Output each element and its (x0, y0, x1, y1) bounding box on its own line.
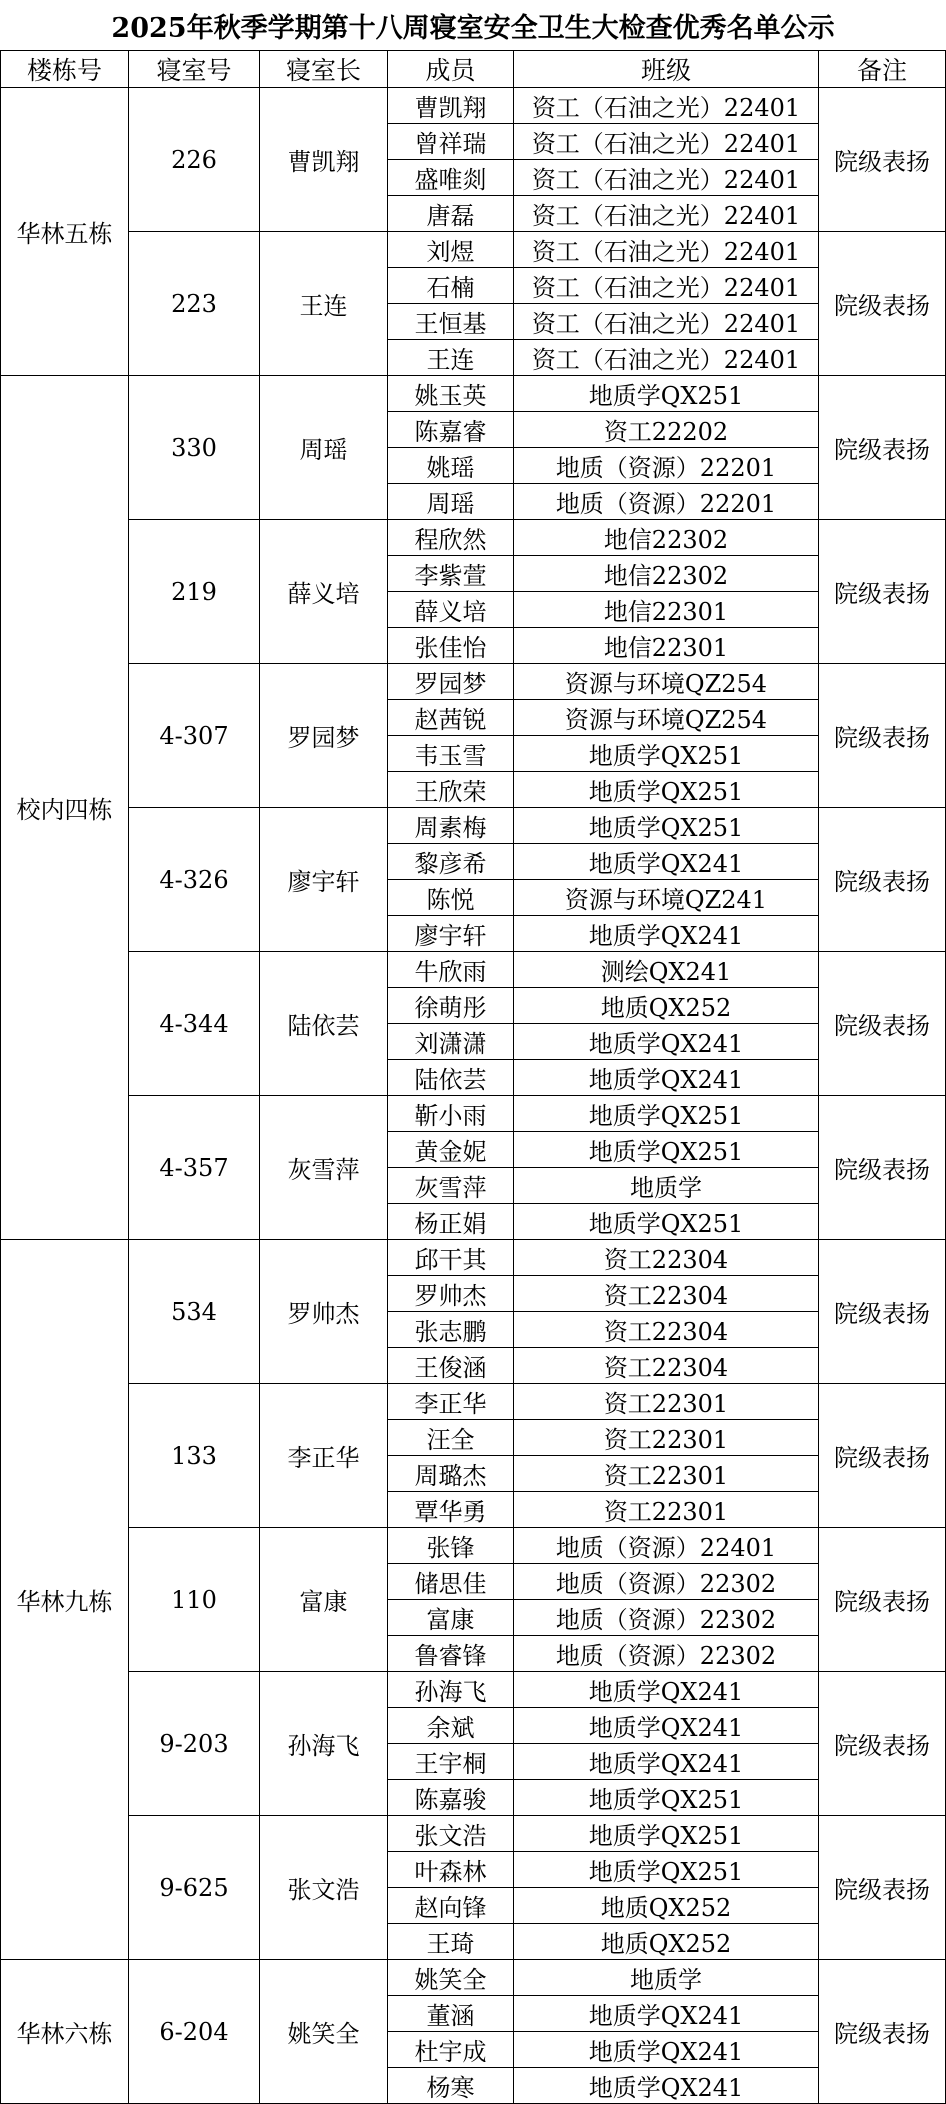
member-name-cell: 陈嘉骏 (388, 1780, 514, 1816)
table-row (1, 1528, 946, 1564)
member-name-cell: 周璐杰 (388, 1456, 514, 1492)
member-name-cell: 王欣荣 (388, 772, 514, 808)
room-leader-cell: 罗园梦 (260, 664, 388, 808)
member-class-cell: 测绘QX241 (514, 952, 819, 988)
table-row (1, 1672, 946, 1708)
member-class-cell: 地质（资源）22302 (514, 1600, 819, 1636)
header-class: 班级 (514, 51, 819, 88)
member-class-cell: 地质学QX251 (514, 1780, 819, 1816)
member-class-cell: 资工22304 (514, 1312, 819, 1348)
member-name-cell: 石楠 (388, 268, 514, 304)
room-leader-cell: 富康 (260, 1528, 388, 1672)
room-leader-cell: 张文浩 (260, 1816, 388, 1960)
room-number-cell: 223 (129, 232, 260, 376)
member-class-cell: 地质学 (514, 1960, 819, 1996)
room-number-cell: 4-344 (129, 952, 260, 1096)
header-remark: 备注 (819, 51, 946, 88)
remark-cell: 院级表扬 (819, 1672, 946, 1816)
room-number-cell: 133 (129, 1384, 260, 1528)
table-row (1, 88, 946, 124)
member-name-cell: 陈嘉睿 (388, 412, 514, 448)
room-number-cell: 4-326 (129, 808, 260, 952)
member-name-cell: 王宇桐 (388, 1744, 514, 1780)
table-row (1, 376, 946, 412)
room-number-cell: 6-204 (129, 1960, 260, 2104)
remark-cell: 院级表扬 (819, 520, 946, 664)
member-name-cell: 杨正娟 (388, 1204, 514, 1240)
member-class-cell: 地质学QX241 (514, 1996, 819, 2032)
table-body (1, 88, 946, 2104)
room-number-cell: 4-307 (129, 664, 260, 808)
table-row (1, 1240, 946, 1276)
member-name-cell: 张锋 (388, 1528, 514, 1564)
room-leader-cell: 李正华 (260, 1384, 388, 1528)
room-leader-cell: 王连 (260, 232, 388, 376)
remark-cell: 院级表扬 (819, 1240, 946, 1384)
member-name-cell: 韦玉雪 (388, 736, 514, 772)
member-class-cell: 地质QX252 (514, 1924, 819, 1960)
member-name-cell: 孙海飞 (388, 1672, 514, 1708)
table-header-row (1, 51, 946, 88)
room-number-cell: 226 (129, 88, 260, 232)
member-name-cell: 曹凯翔 (388, 88, 514, 124)
room-leader-cell: 灰雪萍 (260, 1096, 388, 1240)
table-row (1, 664, 946, 700)
member-class-cell: 地质QX252 (514, 1888, 819, 1924)
member-class-cell: 资工22304 (514, 1240, 819, 1276)
member-name-cell: 周瑶 (388, 484, 514, 520)
member-class-cell: 地信22302 (514, 556, 819, 592)
member-name-cell: 王恒基 (388, 304, 514, 340)
member-class-cell: 资工（石油之光）22401 (514, 160, 819, 196)
room-number-cell: 4-357 (129, 1096, 260, 1240)
remark-cell: 院级表扬 (819, 376, 946, 520)
remark-cell: 院级表扬 (819, 1384, 946, 1528)
header-member: 成员 (388, 51, 514, 88)
member-class-cell: 地质学QX251 (514, 1096, 819, 1132)
member-class-cell: 地质学QX241 (514, 1060, 819, 1096)
member-name-cell: 徐萌彤 (388, 988, 514, 1024)
member-class-cell: 资工22301 (514, 1420, 819, 1456)
member-class-cell: 资工22301 (514, 1456, 819, 1492)
member-name-cell: 唐磊 (388, 196, 514, 232)
member-name-cell: 周素梅 (388, 808, 514, 844)
member-name-cell: 灰雪萍 (388, 1168, 514, 1204)
page-title: 2025年秋季学期第十八周寝室安全卫生大检查优秀名单公示 (111, 12, 835, 44)
member-name-cell: 陆依芸 (388, 1060, 514, 1096)
member-name-cell: 余斌 (388, 1708, 514, 1744)
member-class-cell: 地信22301 (514, 592, 819, 628)
member-name-cell: 赵向锋 (388, 1888, 514, 1924)
room-leader-cell: 薛义培 (260, 520, 388, 664)
member-class-cell: 资工22304 (514, 1348, 819, 1384)
member-class-cell: 地质学QX241 (514, 1708, 819, 1744)
table-row (1, 808, 946, 844)
member-class-cell: 地质学QX241 (514, 2032, 819, 2068)
building-cell: 华林五栋 (1, 88, 129, 376)
member-name-cell: 张佳怡 (388, 628, 514, 664)
member-class-cell: 地质（资源）22401 (514, 1528, 819, 1564)
member-class-cell: 地质学QX251 (514, 736, 819, 772)
remark-cell: 院级表扬 (819, 88, 946, 232)
member-class-cell: 地质学 (514, 1168, 819, 1204)
member-name-cell: 靳小雨 (388, 1096, 514, 1132)
member-class-cell: 资工（石油之光）22401 (514, 232, 819, 268)
member-name-cell: 王琦 (388, 1924, 514, 1960)
room-number-cell: 330 (129, 376, 260, 520)
member-class-cell: 资工（石油之光）22401 (514, 124, 819, 160)
member-class-cell: 地质学QX241 (514, 844, 819, 880)
member-name-cell: 鲁睿锋 (388, 1636, 514, 1672)
member-class-cell: 资工22301 (514, 1384, 819, 1420)
member-class-cell: 资源与环境QZ241 (514, 880, 819, 916)
member-name-cell: 姚笑全 (388, 1960, 514, 1996)
member-class-cell: 资工（石油之光）22401 (514, 268, 819, 304)
member-name-cell: 黎彦希 (388, 844, 514, 880)
member-name-cell: 富康 (388, 1600, 514, 1636)
member-name-cell: 王连 (388, 340, 514, 376)
remark-cell: 院级表扬 (819, 1960, 946, 2104)
table-row (1, 952, 946, 988)
member-class-cell: 地质学QX251 (514, 1852, 819, 1888)
member-name-cell: 罗帅杰 (388, 1276, 514, 1312)
member-class-cell: 地质（资源）22302 (514, 1636, 819, 1672)
room-number-cell: 9-625 (129, 1816, 260, 1960)
room-leader-cell: 罗帅杰 (260, 1240, 388, 1384)
member-class-cell: 资工22202 (514, 412, 819, 448)
table-row (1, 1384, 946, 1420)
building-cell: 华林九栋 (1, 1240, 129, 1960)
member-name-cell: 覃华勇 (388, 1492, 514, 1528)
member-class-cell: 地质QX252 (514, 988, 819, 1024)
table-row (1, 1096, 946, 1132)
room-number-cell: 110 (129, 1528, 260, 1672)
table-row (1, 1960, 946, 1996)
remark-cell: 院级表扬 (819, 952, 946, 1096)
table-row (1, 232, 946, 268)
member-class-cell: 地质（资源）22302 (514, 1564, 819, 1600)
member-class-cell: 资工22304 (514, 1276, 819, 1312)
member-class-cell: 地质学QX241 (514, 2068, 819, 2104)
member-name-cell: 廖宇轩 (388, 916, 514, 952)
member-class-cell: 地质学QX251 (514, 1816, 819, 1852)
member-class-cell: 地质学QX251 (514, 1204, 819, 1240)
member-name-cell: 邱干其 (388, 1240, 514, 1276)
member-name-cell: 曾祥瑞 (388, 124, 514, 160)
room-leader-cell: 陆依芸 (260, 952, 388, 1096)
member-class-cell: 资工（石油之光）22401 (514, 88, 819, 124)
member-name-cell: 张文浩 (388, 1816, 514, 1852)
member-class-cell: 资工（石油之光）22401 (514, 196, 819, 232)
member-class-cell: 地质学QX251 (514, 1132, 819, 1168)
member-name-cell: 赵茜锐 (388, 700, 514, 736)
remark-cell: 院级表扬 (819, 232, 946, 376)
member-name-cell: 盛唯剡 (388, 160, 514, 196)
member-name-cell: 黄金妮 (388, 1132, 514, 1168)
member-class-cell: 地质学QX241 (514, 916, 819, 952)
member-class-cell: 地质学QX241 (514, 1744, 819, 1780)
member-name-cell: 叶森林 (388, 1852, 514, 1888)
member-name-cell: 刘潇潇 (388, 1024, 514, 1060)
member-class-cell: 地信22301 (514, 628, 819, 664)
room-leader-cell: 姚笑全 (260, 1960, 388, 2104)
member-name-cell: 李紫萱 (388, 556, 514, 592)
remark-cell: 院级表扬 (819, 808, 946, 952)
member-name-cell: 张志鹏 (388, 1312, 514, 1348)
member-name-cell: 储思佳 (388, 1564, 514, 1600)
header-building: 楼栋号 (1, 51, 129, 88)
remark-cell: 院级表扬 (819, 1528, 946, 1672)
building-cell: 校内四栋 (1, 376, 129, 1240)
member-class-cell: 资源与环境QZ254 (514, 700, 819, 736)
member-name-cell: 罗园梦 (388, 664, 514, 700)
member-class-cell: 地质（资源）22201 (514, 448, 819, 484)
member-class-cell: 地质学QX251 (514, 376, 819, 412)
remark-cell: 院级表扬 (819, 1096, 946, 1240)
header-leader: 寝室长 (260, 51, 388, 88)
member-class-cell: 地质学QX241 (514, 1672, 819, 1708)
member-name-cell: 程欣然 (388, 520, 514, 556)
member-name-cell: 李正华 (388, 1384, 514, 1420)
room-number-cell: 9-203 (129, 1672, 260, 1816)
member-class-cell: 地质学QX241 (514, 1024, 819, 1060)
room-leader-cell: 曹凯翔 (260, 88, 388, 232)
member-name-cell: 刘煜 (388, 232, 514, 268)
member-name-cell: 王俊涵 (388, 1348, 514, 1384)
member-name-cell: 杜宇成 (388, 2032, 514, 2068)
member-name-cell: 杨寒 (388, 2068, 514, 2104)
room-number-cell: 534 (129, 1240, 260, 1384)
member-class-cell: 资源与环境QZ254 (514, 664, 819, 700)
header-room: 寝室号 (129, 51, 260, 88)
member-name-cell: 陈悦 (388, 880, 514, 916)
remark-cell: 院级表扬 (819, 1816, 946, 1960)
member-class-cell: 资工22301 (514, 1492, 819, 1528)
member-class-cell: 资工（石油之光）22401 (514, 304, 819, 340)
room-leader-cell: 廖宇轩 (260, 808, 388, 952)
member-class-cell: 地质学QX251 (514, 808, 819, 844)
room-leader-cell: 孙海飞 (260, 1672, 388, 1816)
member-class-cell: 地信22302 (514, 520, 819, 556)
remark-cell: 院级表扬 (819, 664, 946, 808)
member-class-cell: 地质（资源）22201 (514, 484, 819, 520)
table-row (1, 520, 946, 556)
member-name-cell: 姚瑶 (388, 448, 514, 484)
member-name-cell: 姚玉英 (388, 376, 514, 412)
member-name-cell: 薛义培 (388, 592, 514, 628)
table-row (1, 1816, 946, 1852)
building-cell: 华林六栋 (1, 1960, 129, 2104)
room-leader-cell: 周瑶 (260, 376, 388, 520)
room-number-cell: 219 (129, 520, 260, 664)
dormitory-honor-table (0, 50, 946, 2104)
member-name-cell: 董涵 (388, 1996, 514, 2032)
member-name-cell: 牛欣雨 (388, 952, 514, 988)
member-class-cell: 地质学QX251 (514, 772, 819, 808)
member-class-cell: 资工（石油之光）22401 (514, 340, 819, 376)
member-name-cell: 汪全 (388, 1420, 514, 1456)
